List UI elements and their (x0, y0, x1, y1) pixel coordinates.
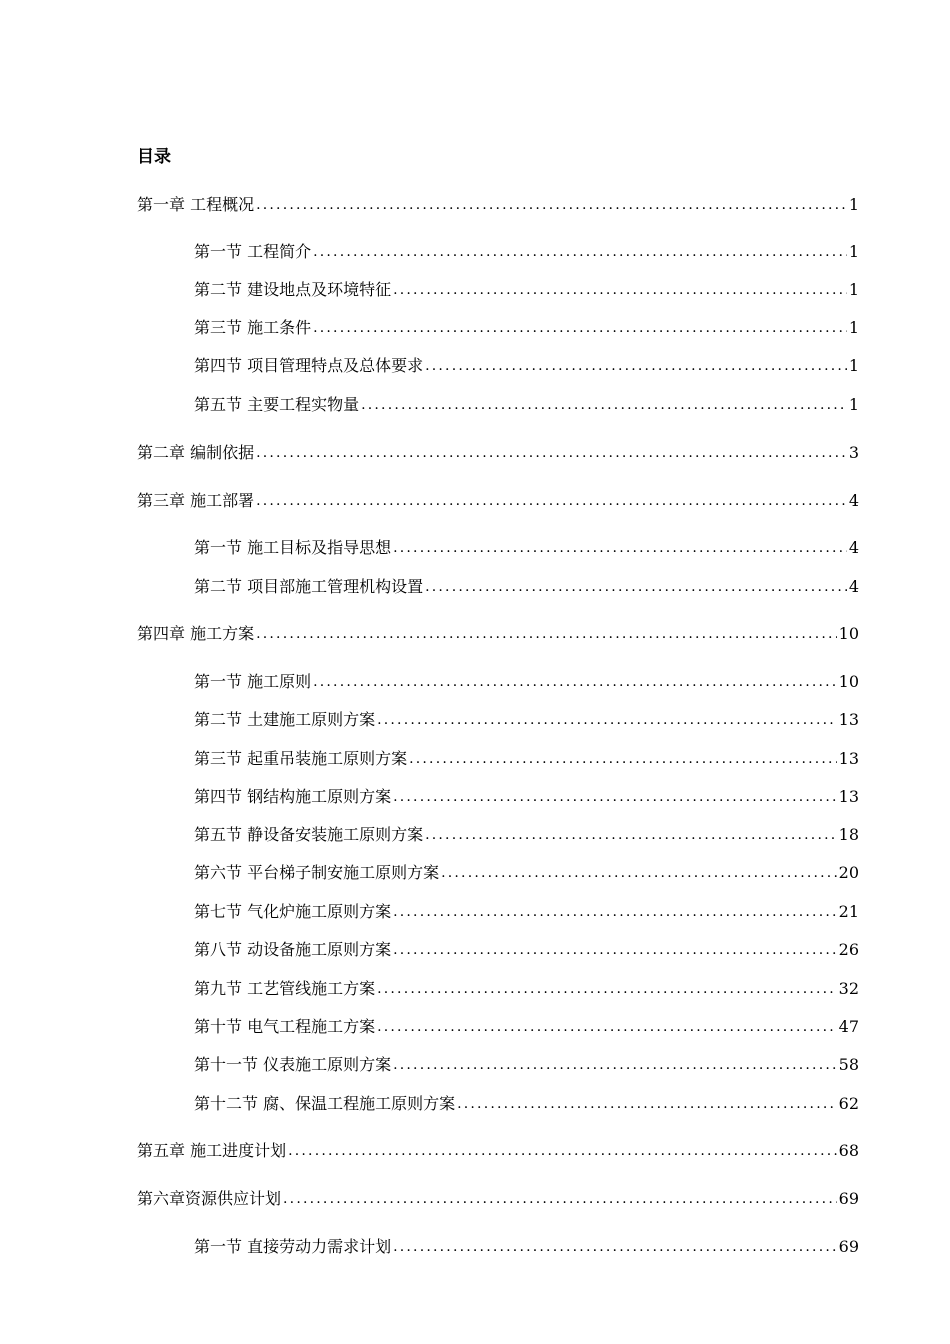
toc-entry[interactable] (194, 393, 859, 417)
toc-entry-page: 62 (838, 1094, 859, 1113)
toc-leader-dots (288, 1139, 837, 1163)
toc-entry-page: 1 (848, 195, 859, 214)
toc-entry[interactable] (194, 354, 859, 378)
toc-entry-page: 4 (848, 577, 859, 596)
toc-leader-dots (393, 785, 837, 809)
toc-leader-dots (457, 1092, 837, 1116)
toc-entry-page: 4 (848, 538, 859, 557)
toc-entry-label: 第七节 气化炉施工原则方案 (194, 902, 392, 921)
toc-entry-page: 13 (838, 710, 859, 729)
toc-entry-page: 10 (838, 624, 859, 643)
toc-entry-page: 18 (838, 825, 859, 844)
toc-entry[interactable] (137, 489, 859, 513)
toc-entry-label: 第十二节 腐、保温工程施工原则方案 (194, 1094, 456, 1113)
toc-entry[interactable] (137, 441, 859, 465)
toc-entry[interactable] (194, 1092, 859, 1116)
toc-entry-page: 1 (848, 318, 859, 337)
toc-leader-dots (313, 316, 847, 340)
toc-entry-label: 第三节 施工条件 (194, 318, 312, 337)
toc-entry-page: 1 (848, 280, 859, 299)
toc-leader-dots (377, 977, 837, 1001)
toc-entry-label: 第十一节 仪表施工原则方案 (194, 1055, 392, 1074)
toc-leader-dots (393, 900, 837, 924)
toc-entry-page: 4 (848, 491, 859, 510)
toc-entry[interactable] (194, 938, 859, 962)
toc-leader-dots (283, 1187, 837, 1211)
toc-entry-page: 1 (848, 356, 859, 375)
toc-entry-page: 1 (848, 242, 859, 261)
toc-entry-label: 第二节 项目部施工管理机构设置 (194, 577, 424, 596)
toc-entry[interactable] (137, 622, 859, 646)
toc-entry-label: 第一节 工程简介 (194, 242, 312, 261)
toc-entry[interactable] (194, 316, 859, 340)
toc-entry-label: 第一节 施工目标及指导思想 (194, 538, 392, 557)
toc-entry-label: 第三节 起重吊装施工原则方案 (194, 749, 408, 768)
toc-title: 目录 (137, 147, 171, 167)
toc-entry-label: 第五章 施工进度计划 (137, 1141, 287, 1160)
toc-leader-dots (377, 1015, 837, 1039)
toc-entry-label: 第九节 工艺管线施工方案 (194, 979, 376, 998)
toc-entry[interactable] (194, 670, 859, 694)
toc-leader-dots (256, 622, 837, 646)
toc-entry-label: 第二节 土建施工原则方案 (194, 710, 376, 729)
toc-entry[interactable] (194, 977, 859, 1001)
toc-entry-label: 第二节 建设地点及环境特征 (194, 280, 392, 299)
toc-leader-dots (425, 575, 847, 599)
toc-entry[interactable] (194, 1053, 859, 1077)
toc-leader-dots (361, 393, 847, 417)
toc-entry-page: 26 (838, 940, 859, 959)
toc-entry-label: 第四章 施工方案 (137, 624, 255, 643)
toc-entry-page: 69 (838, 1237, 859, 1256)
toc-entry-page: 10 (838, 672, 859, 691)
toc-entry[interactable] (137, 193, 859, 217)
toc-leader-dots (393, 1053, 837, 1077)
toc-entry-page: 1 (848, 395, 859, 414)
toc-leader-dots (256, 441, 847, 465)
toc-entry-page: 68 (838, 1141, 859, 1160)
toc-entry-page: 20 (838, 863, 859, 882)
toc-entry-page: 3 (848, 443, 859, 462)
toc-leader-dots (409, 747, 837, 771)
toc-entry[interactable] (194, 1015, 859, 1039)
toc-entry[interactable] (194, 823, 859, 847)
toc-entry[interactable] (194, 708, 859, 732)
toc-entry-label: 第二章 编制依据 (137, 443, 255, 462)
toc-leader-dots (393, 1235, 837, 1259)
toc-entry-page: 58 (838, 1055, 859, 1074)
toc-entry-label: 第五节 主要工程实物量 (194, 395, 360, 414)
toc-leader-dots (256, 489, 847, 513)
toc-entry-page: 32 (838, 979, 859, 998)
toc-entry[interactable] (194, 785, 859, 809)
toc-leader-dots (441, 861, 837, 885)
toc-leader-dots (377, 708, 837, 732)
toc-entry-label: 第一节 直接劳动力需求计划 (194, 1237, 392, 1256)
toc-entry[interactable] (194, 1235, 859, 1259)
toc-leader-dots (425, 354, 847, 378)
toc-entry-page: 47 (838, 1017, 859, 1036)
toc-entry[interactable] (194, 861, 859, 885)
toc-leader-dots (393, 938, 837, 962)
toc-entry-label: 第四节 钢结构施工原则方案 (194, 787, 392, 806)
toc-entry-label: 第六节 平台梯子制安施工原则方案 (194, 863, 440, 882)
toc-entry-page: 69 (838, 1189, 859, 1208)
toc-entry-label: 第三章 施工部署 (137, 491, 255, 510)
toc-entry-label: 第六章资源供应计划 (137, 1189, 282, 1208)
toc-entry-page: 13 (838, 787, 859, 806)
toc-entry-label: 第一章 工程概况 (137, 195, 255, 214)
toc-entry[interactable] (194, 900, 859, 924)
toc-entry[interactable] (194, 278, 859, 302)
toc-leader-dots (393, 278, 847, 302)
toc-entry-page: 21 (838, 902, 859, 921)
toc-entry[interactable] (194, 240, 859, 264)
toc-entry-label: 第五节 静设备安装施工原则方案 (194, 825, 424, 844)
toc-entry[interactable] (194, 536, 859, 560)
toc-entry[interactable] (194, 575, 859, 599)
toc-leader-dots (425, 823, 837, 847)
toc-leader-dots (393, 536, 847, 560)
toc-entry-label: 第一节 施工原则 (194, 672, 312, 691)
toc-entry[interactable] (137, 1139, 859, 1163)
toc-entry-page: 13 (838, 749, 859, 768)
toc-leader-dots (256, 193, 847, 217)
toc-entry[interactable] (137, 1187, 859, 1211)
toc-leader-dots (313, 670, 837, 694)
toc-entry-label: 第十节 电气工程施工方案 (194, 1017, 376, 1036)
toc-entry[interactable] (194, 747, 859, 771)
toc-entry-label: 第四节 项目管理特点及总体要求 (194, 356, 424, 375)
toc-leader-dots (313, 240, 847, 264)
toc-entry-label: 第八节 动设备施工原则方案 (194, 940, 392, 959)
